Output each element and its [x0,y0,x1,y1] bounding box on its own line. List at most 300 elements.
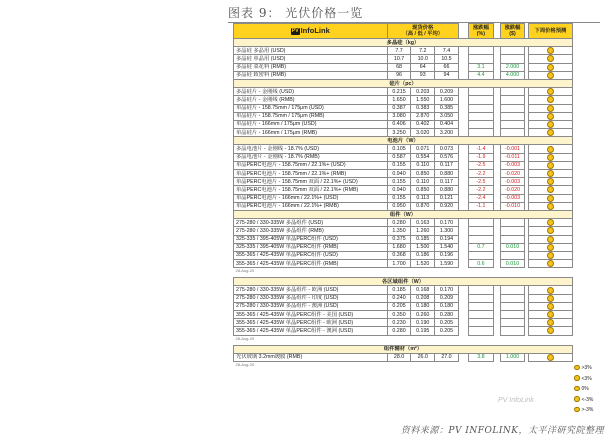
table-row [234,251,573,259]
col-gap [493,88,500,96]
header-row [234,24,573,39]
smiley-face-icon [547,146,554,153]
col-gap [493,319,500,327]
col-gap [493,63,500,71]
smiley-face-icon [547,287,554,294]
col-gap [458,294,468,302]
product-name: 355-365 / 425-435W 单晶PERC组件 - 欧洲 (USD) [234,319,388,327]
change-pct [469,319,494,327]
price-avg: 0.121 [435,194,459,202]
col-gap [493,243,500,251]
price-high: 0.950 [387,202,411,210]
change-abs: -0.001 [500,145,525,153]
price-low: 0.850 [411,170,435,178]
smiley-face-icon [547,244,554,251]
change-pct [469,88,494,96]
price-avg: 0.209 [435,294,459,302]
table-row [234,294,573,302]
change-abs: 0.010 [500,243,525,251]
table-row [234,319,573,327]
price-high: 0.155 [387,194,411,202]
price-table-wrapper [233,23,573,371]
date-note: 28-Aug-20 [235,361,255,367]
change-pct [469,96,494,104]
col-gap [458,153,468,161]
logo-text: InfoLink [300,25,330,35]
col-gap [458,286,468,294]
forecast-cell [528,243,572,251]
col-gap [458,311,468,319]
col-gap [493,227,500,235]
table-row [234,47,573,55]
product-name: 多晶电池片 - 金刚线 - 18.7% (RMB) [234,153,388,161]
section-header-row [234,39,573,47]
col-gap [458,161,468,169]
col-gap [458,63,468,71]
price-high: 0.155 [387,178,411,186]
smiley-face-icon [547,195,554,202]
legend-item [574,395,610,406]
product-name: 单晶PERC电池片 - 158.75mm / 22.1%+ (RMB) [234,170,388,178]
table-row [234,286,573,294]
price-avg: 0.205 [435,319,459,327]
price-low: 26.0 [411,353,435,361]
col-gap [493,219,500,227]
price-low: 0.071 [411,145,435,153]
legend-label: >3% [581,365,592,371]
forecast-cell [528,319,572,327]
col-gap [458,112,468,120]
col-gap [493,178,500,186]
table-row [234,96,573,104]
product-name: 275-280 / 330-335W 多晶组件 (USD) [234,219,388,227]
col-gap [493,170,500,178]
section-header-row [234,278,573,286]
price-low: 0.383 [411,104,435,112]
product-name: 多晶硅 致密料 (RMB) [234,71,388,79]
table-row [234,227,573,235]
smiley-face-icon [547,105,554,112]
product-name: 275-280 / 330-335W 多晶组件 - 澳洲 (USD) [234,302,388,310]
figure-title: 图表 9： 光伏价格一览 [228,4,600,23]
note-row [234,361,573,371]
smiley-face-icon [547,170,554,177]
price-avg: 0.205 [435,327,459,335]
change-abs: 0.010 [500,260,525,268]
change-pct [469,227,494,235]
col-gap [458,120,468,128]
legend-label: <3% [581,375,592,382]
price-avg: 3.050 [435,112,459,120]
note-cell [234,361,573,371]
change-pct: -2.2 [469,170,494,178]
legend-item [574,384,610,395]
price-avg: 10.5 [435,55,459,63]
forecast-cell [528,178,572,186]
forecast-cell [528,145,572,153]
product-name: 多晶硅 多晶用 (USD) [234,47,388,55]
change-pct [469,286,494,294]
forecast-cell [528,120,572,128]
product-name: 单晶PERC电池片 - 166mm / 22.1%+ (RMB) [234,202,388,210]
smiley-face-icon [547,113,554,120]
forecast-cell [528,104,572,112]
forecast-legend [574,363,610,416]
smiley-face-icon [547,252,554,259]
smiley-face-icon [574,375,580,381]
price-avg: 0.170 [435,219,459,227]
price-avg: 0.880 [435,170,459,178]
price-avg: 0.576 [435,153,459,161]
change-pct: -2.2 [469,186,494,194]
change-abs [500,55,525,63]
col-gap [493,120,500,128]
change-abs: 4.000 [500,71,525,79]
table-row [234,202,573,210]
price-avg: 0.180 [435,302,459,310]
header-gap [493,24,500,39]
price-high: 1.650 [387,96,411,104]
smiley-face-icon [547,327,554,334]
price-low: 93 [411,71,435,79]
col-gap [493,104,500,112]
forecast-cell [528,63,572,71]
smiley-face-icon [547,129,554,136]
product-name: 多晶硅片 - 金刚线 (RMB) [234,96,388,104]
forecast-cell [528,327,572,335]
table-row [234,112,573,120]
price-low: 0.203 [411,88,435,96]
change-abs [500,311,525,319]
header-change-pct: 涨跌幅 (%) [469,24,494,39]
price-avg: 0.920 [435,202,459,210]
price-high: 0.587 [387,153,411,161]
price-high: 1.350 [387,227,411,235]
logo-cell [234,24,388,39]
price-avg: 0.196 [435,251,459,259]
price-low: 0.185 [411,235,435,243]
change-abs [500,112,525,120]
smiley-face-icon [547,96,554,103]
legend-item [574,405,610,416]
change-pct [469,112,494,120]
smiley-face-icon [574,407,580,413]
change-abs [500,227,525,235]
change-pct: -2.5 [469,178,494,186]
product-name: 单晶硅片 - 158.75mm / 175μm (USD) [234,104,388,112]
col-gap [493,186,500,194]
price-low: 0.195 [411,327,435,335]
price-avg: 94 [435,71,459,79]
change-pct [469,294,494,302]
col-gap [493,235,500,243]
forecast-cell [528,88,572,96]
col-gap [493,129,500,137]
price-high: 0.406 [387,120,411,128]
section-header-row [234,137,573,145]
section-header-row [234,79,573,87]
col-gap [458,327,468,335]
smiley-face-icon [547,227,554,234]
note-cell [234,335,573,345]
product-name: 275-280 / 330-335W 多晶组件 - 欧洲 (USD) [234,286,388,294]
price-avg: 1.590 [435,260,459,268]
smiley-face-icon [547,55,554,62]
forecast-cell [528,71,572,79]
product-name: 多晶电池片 - 金刚线 - 18.7% (USD) [234,145,388,153]
change-abs [500,235,525,243]
price-low: 7.2 [411,47,435,55]
smiley-face-icon [547,121,554,128]
col-gap [458,96,468,104]
price-avg: 0.209 [435,88,459,96]
smiley-face-icon [547,319,554,326]
section-header-row [234,345,573,353]
smiley-face-icon [547,154,554,161]
smiley-face-icon [574,365,580,371]
col-gap [493,96,500,104]
legend-item [574,374,610,385]
table-row [234,327,573,335]
product-name: 单晶PERC电池片 - 158.75mm / 22.1%+ (USD) [234,161,388,169]
col-gap [493,302,500,310]
change-abs: 1.000 [500,353,525,361]
forecast-cell [528,202,572,210]
change-pct [469,235,494,243]
product-name: 325-335 / 395-405W 单晶PERC组件 (RMB) [234,243,388,251]
smiley-face-icon [547,295,554,302]
col-gap [493,55,500,63]
price-low: 0.163 [411,219,435,227]
col-gap [493,112,500,120]
col-gap [458,170,468,178]
change-abs [500,327,525,335]
change-pct: -1.4 [469,145,494,153]
change-pct: 0.6 [469,260,494,268]
col-gap [493,286,500,294]
table-row [234,63,573,71]
price-high: 3.080 [387,112,411,120]
forecast-cell [528,194,572,202]
change-abs [500,104,525,112]
price-high: 0.155 [387,161,411,169]
col-gap [458,104,468,112]
price-high: 7.7 [387,47,411,55]
product-name: 单晶PERC电池片 - 158.75mm 双面 / 22.1%+ (USD) [234,178,388,186]
col-gap [493,153,500,161]
change-abs: -0.020 [500,186,525,194]
change-pct [469,104,494,112]
price-avg: 66 [435,63,459,71]
pv-badge: PV [291,27,299,34]
price-low: 10.0 [411,55,435,63]
col-gap [458,145,468,153]
price-low: 0.168 [411,286,435,294]
col-gap [458,251,468,259]
price-avg: 0.385 [435,104,459,112]
infolink-logo [291,25,330,35]
col-gap [493,294,500,302]
price-low: 0.260 [411,311,435,319]
forecast-cell [528,112,572,120]
table-row [234,120,573,128]
date-note: 28-Aug-20 [235,335,255,341]
header-price: 现货价格 （高 / 低 / 平均） [387,24,458,39]
col-gap [458,227,468,235]
change-pct: -1.9 [469,153,494,161]
product-name: 单晶PERC电池片 - 166mm / 22.1%+ (USD) [234,194,388,202]
change-abs [500,251,525,259]
change-abs [500,47,525,55]
price-avg: 27.0 [435,353,459,361]
change-abs: -0.010 [500,202,525,210]
legend-item [574,363,610,374]
col-gap [458,55,468,63]
col-gap [458,88,468,96]
watermark: PV InfoLink [498,397,534,404]
table-row [234,243,573,251]
col-gap [458,129,468,137]
forecast-cell [528,96,572,104]
price-low: 1.520 [411,260,435,268]
col-gap [493,202,500,210]
price-high: 1.680 [387,243,411,251]
product-name: 355-365 / 425-435W 单晶PERC组件 (USD) [234,251,388,259]
change-abs [500,302,525,310]
price-high: 68 [387,63,411,71]
price-low: 0.554 [411,153,435,161]
table-row [234,353,573,361]
table-row [234,129,573,137]
smiley-face-icon [547,219,554,226]
change-pct [469,47,494,55]
price-avg: 0.280 [435,311,459,319]
change-abs [500,120,525,128]
smiley-face-icon [547,88,554,95]
change-abs [500,294,525,302]
note-row [234,335,573,345]
change-pct: 3.8 [469,353,494,361]
forecast-cell [528,251,572,259]
price-low: 0.180 [411,302,435,310]
col-gap [458,353,468,361]
price-avg: 0.194 [435,235,459,243]
table-row [234,104,573,112]
price-high: 0.940 [387,170,411,178]
change-pct [469,55,494,63]
col-gap [458,260,468,268]
price-avg: 0.170 [435,286,459,294]
change-abs [500,219,525,227]
forecast-cell [528,170,572,178]
col-gap [458,219,468,227]
change-pct [469,327,494,335]
price-low: 64 [411,63,435,71]
price-avg: 3.200 [435,129,459,137]
change-pct [469,302,494,310]
header-forecast: 下周价格预测 [528,24,572,39]
smiley-face-icon [547,64,554,71]
price-low: 3.020 [411,129,435,137]
smiley-face-icon [547,203,554,210]
legend-label: 0% [581,386,589,392]
table-row [234,219,573,227]
price-avg: 1.540 [435,243,459,251]
change-pct [469,120,494,128]
table-row [234,194,573,202]
table-body [234,24,573,371]
price-avg: 0.404 [435,120,459,128]
smiley-face-icon [547,162,554,169]
section-title: 组件辅材（m²） [234,345,573,353]
price-low: 0.190 [411,319,435,327]
product-name: 光伏玻璃 3.2mm镀膜 (RMB) [234,353,388,361]
smiley-face-icon [547,72,554,79]
change-abs [500,88,525,96]
col-gap [458,243,468,251]
col-gap [493,251,500,259]
price-avg: 0.073 [435,145,459,153]
price-low: 0.186 [411,251,435,259]
table-row [234,311,573,319]
change-abs [500,129,525,137]
price-low: 0.208 [411,294,435,302]
col-gap [493,327,500,335]
smiley-face-icon [547,260,554,267]
price-high: 0.280 [387,219,411,227]
col-gap [458,194,468,202]
smiley-face-icon [547,236,554,243]
price-high: 10.7 [387,55,411,63]
price-low: 0.113 [411,194,435,202]
price-high: 0.940 [387,186,411,194]
change-pct [469,311,494,319]
forecast-cell [528,235,572,243]
product-name: 多晶硅 单晶用 (USD) [234,55,388,63]
price-high: 0.215 [387,88,411,96]
table-row [234,153,573,161]
price-low: 1.260 [411,227,435,235]
section-header-row [234,210,573,218]
price-high: 0.205 [387,302,411,310]
price-low: 0.870 [411,202,435,210]
col-gap [458,71,468,79]
price-low: 0.110 [411,161,435,169]
smiley-face-icon [547,354,554,361]
note-cell [234,268,573,278]
product-name: 单晶硅片 - 158.75mm / 175μm (RMB) [234,112,388,120]
price-low: 0.110 [411,178,435,186]
table-row [234,186,573,194]
forecast-cell [528,353,572,361]
smiley-face-icon [547,311,554,318]
table-row [234,145,573,153]
col-gap [458,302,468,310]
forecast-cell [528,294,572,302]
table-row [234,235,573,243]
change-abs: -0.011 [500,153,525,161]
col-gap [458,186,468,194]
table-row [234,161,573,169]
price-high: 0.368 [387,251,411,259]
note-row [234,268,573,278]
date-note: 28-Aug-20 [235,268,255,274]
table-row [234,260,573,268]
smiley-face-icon [547,303,554,310]
forecast-cell [528,153,572,161]
price-high: 28.0 [387,353,411,361]
change-abs: -0.020 [500,170,525,178]
